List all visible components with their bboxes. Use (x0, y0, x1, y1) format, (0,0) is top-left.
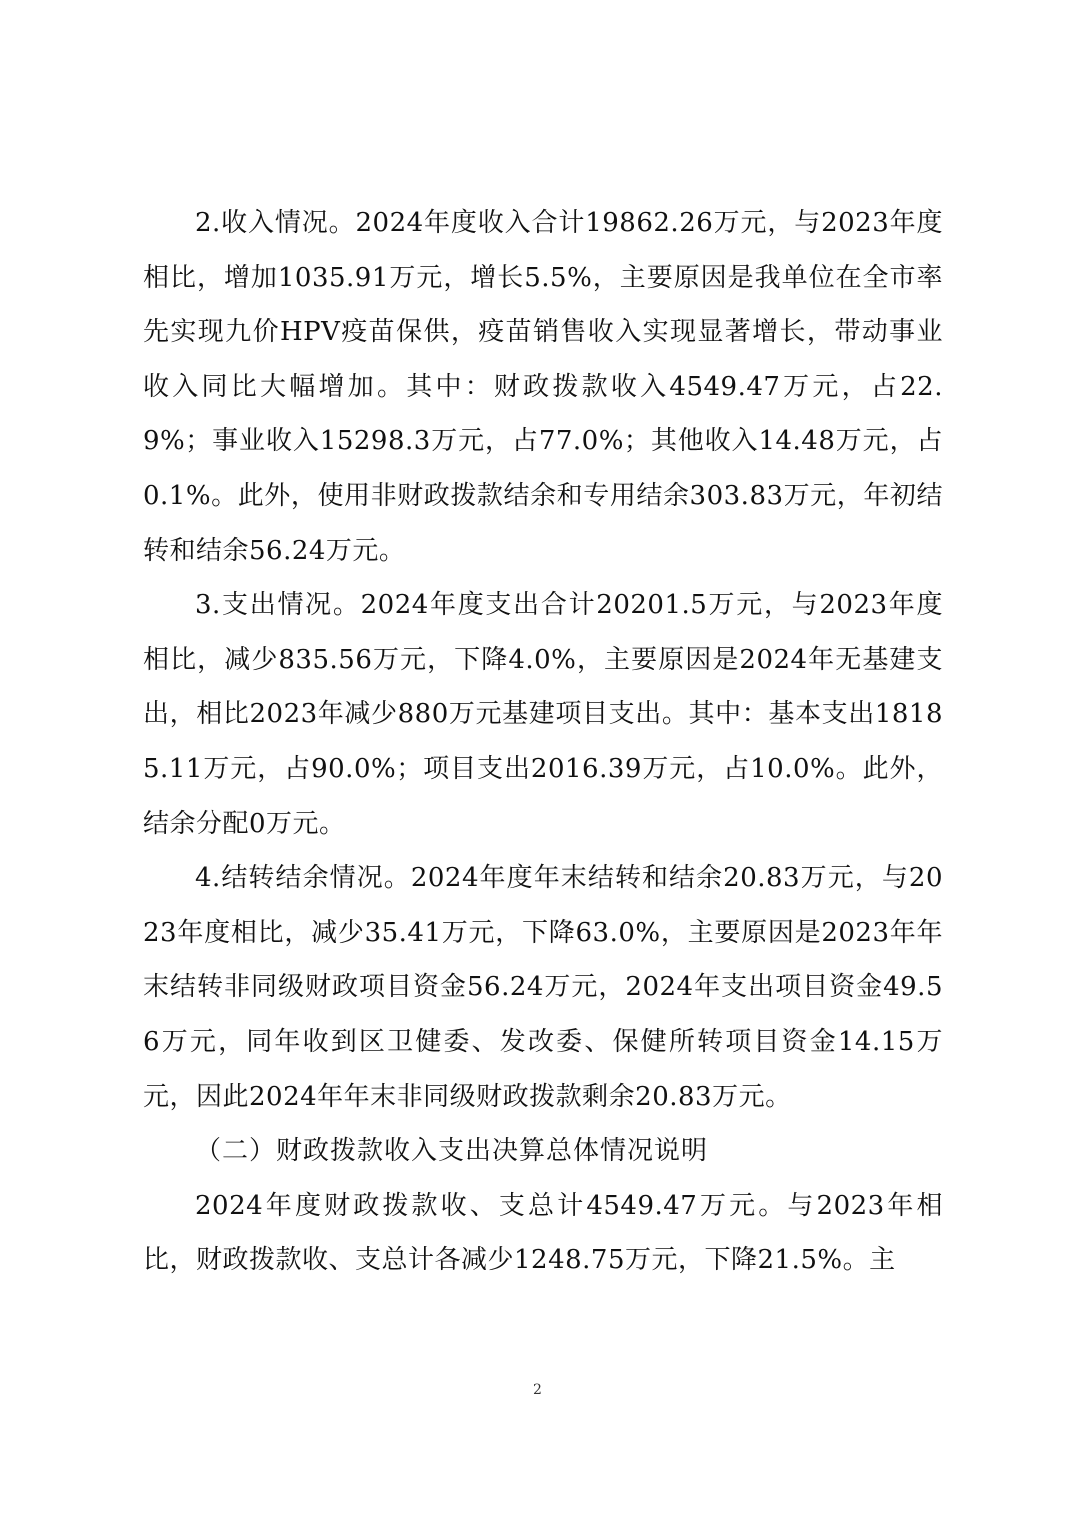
paragraph-expenditure: 3.支出情况。2024年度支出合计20201.5万元，与2023年度相比，减少835.56万元，下降4.0%，主要原因是2024年无基建支出，相比2023年减少880万元基建项目支出。其中：基本支出18185.11万元，占90.0%；项目支出2016.39万元，占10.0%。此外，结余分配0万元。 (143, 590, 943, 839)
section-heading: （二）财政拨款收入支出决算总体情况说明 (195, 1136, 709, 1167)
paragraph-carryover: 4.结转结余情况。2024年度年末结转和结余20.83万元，与2023年度相比，减少35.41万元，下降63.0%，主要原因是2023年年末结转非同级财政项目资金56.24万元，2024年支出项目资金49.56万元，同年收到区卫健委、发改委、保健所转项目资金14.15万元，因此2024年年末非同级财政拨款剩余20.83万元。 (143, 863, 943, 1112)
paragraph-income: 2.收入情况。2024年度收入合计19862.26万元，与2023年度相比，增加1035.91万元，增长5.5%，主要原因是我单位在全市率先实现九价HPV疫苗保供，疫苗销售收入实现显著增长，带动事业收入同比大幅增加。其中：财政拨款收入4549.47万元，占22.9%；事业收入15298.3万元，占77.0%；其他收入14.48万元，占0.1%。此外，使用非财政拨款结余和专用结余303.83万元，年初结转和结余56.24万元。 (143, 208, 943, 566)
document-body (143, 196, 943, 1288)
paragraph-fiscal-appropriation: 2024年度财政拨款收、支总计4549.47万元。与2023年相比，财政拨款收、支总计各减少1248.75万元，下降21.5%。主 (143, 1190, 943, 1276)
page-number: 2 (533, 1382, 542, 1398)
